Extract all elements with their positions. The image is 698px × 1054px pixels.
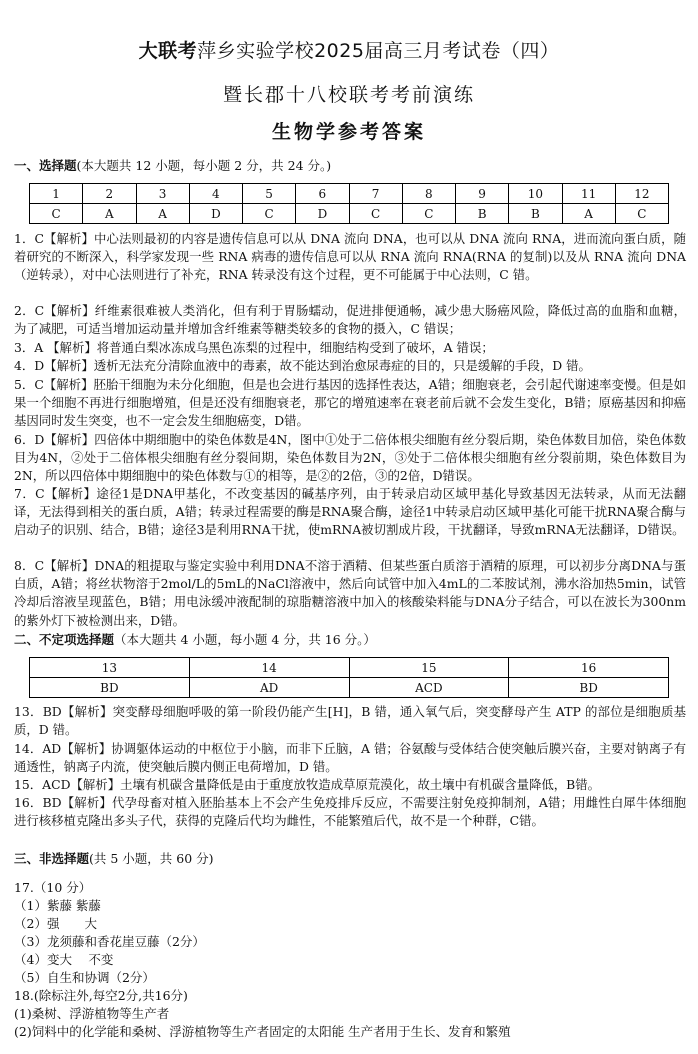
q18-title: 18.(除标注外,每空2分,共16分) (14, 988, 188, 1003)
table-row-numbers (30, 658, 669, 678)
explanation-2: 2．C【解析】纤维素很难被人类消化，但有利于胃肠蠕动，促进排便通畅，减少患大肠癌风险，降低过高的血脂和血糖，为了减肥，可适当增加运动量并增加含纤维素等糖类较多的食物的摄入，C 错误； (14, 303, 686, 337)
table-cell: A (562, 204, 615, 224)
title-brand: 大联考 (138, 40, 198, 62)
table-cell: 2 (83, 184, 136, 204)
table-cell: 5 (243, 184, 296, 204)
table-cell: A (136, 204, 189, 224)
table-cell: B (509, 204, 562, 224)
table-cell: 1 (30, 184, 83, 204)
answer-table-1 (29, 183, 669, 224)
table-cell: 11 (562, 184, 615, 204)
table-cell: 15 (349, 658, 509, 678)
table-cell: 8 (402, 184, 455, 204)
exam-title (0, 36, 698, 63)
table-cell: 4 (189, 184, 242, 204)
answer-table-2 (29, 657, 669, 698)
table-cell: D (189, 204, 242, 224)
section-heading-non-choice: 三、非选择题(共 5 小题，共 60 分) (14, 851, 214, 866)
title-rest: 萍乡实验学校2025届高三月考试卷（四） (197, 40, 560, 62)
table-cell: 7 (349, 184, 402, 204)
q17-answer-4: （4）变大 不变 (14, 952, 114, 967)
table-cell: BD (509, 678, 669, 698)
table-row-answers (30, 204, 669, 224)
table-cell: 10 (509, 184, 562, 204)
q17-title: 17.（10 分） (14, 880, 92, 895)
table-cell: C (243, 204, 296, 224)
table-cell: 16 (509, 658, 669, 678)
table-cell: AD (189, 678, 349, 698)
q17-answer-3: （3）龙须藤和香花崖豆藤（2分） (14, 934, 205, 949)
q18-answer-1: (1)桑树、浮游植物等生产者 (14, 1006, 170, 1021)
explanation-8: 8．C【解析】DNA的粗提取与鉴定实验中利用DNA不溶于酒精、但某些蛋白质溶于酒精的原理，可以初步分离DNA与蛋白质，A错；将丝状物溶于2mol/L的5mL的NaCl溶液中，然后向试管中加入4mL的二苯胺试剂，沸水浴加热5min，试管冷却后溶液呈现蓝色，B错；用电泳缓冲液配制的琼脂糖溶液中加入的核酸染料能与DNA分子结合，可以在波长为300nm的紫外灯下被检测出来，D错。 (14, 558, 686, 628)
table-cell: 12 (615, 184, 668, 204)
table-cell: C (30, 204, 83, 224)
section-heading-multi-choice: 二、不定项选择题（本大题共 4 小题，每小题 4 分，共 16 分。） (14, 632, 376, 647)
q17-answer-1: （1）紫藤 紫藤 (14, 898, 101, 913)
explanation-14: 14．AD【解析】协调躯体运动的中枢位于小脑，而非下丘脑，A 错；谷氨酸与受体结合使突触后膜兴奋，主要对钠离子有通透性，钠离子内流，使突触后膜内侧正电荷增加，D 错。 (14, 741, 686, 775)
explanation-3: 3．A 【解析】将普通白梨冰冻成乌黑色冻梨的过程中，细胞结构受到了破坏，A 错误； (14, 340, 494, 355)
table-row-answers (30, 678, 669, 698)
table-cell: D (296, 204, 349, 224)
table-cell: 13 (30, 658, 190, 678)
table-cell: 6 (296, 184, 349, 204)
section-heading-choice: 一、选择题(本大题共 12 小题，每小题 2 分，共 24 分。) (14, 158, 332, 173)
table-cell: A (83, 204, 136, 224)
page-heading: 生物学参考答案 (271, 121, 426, 143)
exam-subtitle: 暨长郡十八校联考考前演练 (222, 84, 475, 106)
explanation-16: 16．BD【解析】代孕母畜对植入胚胎基本上不会产生免疫排斥反应，不需要注射免疫抑制剂，A错；用雌性白犀牛体细胞进行核移植克隆出多头子代，获得的克隆后代均为雌性，不能繁殖后代，故不是一个种群，C错。 (14, 795, 686, 829)
table-cell: 3 (136, 184, 189, 204)
table-cell: C (615, 204, 668, 224)
table-cell: B (456, 204, 509, 224)
q18-answer-2: (2)饲料中的化学能和桑树、浮游植物等生产者固定的太阳能 生产者用于生长、发育和繁殖 (14, 1024, 511, 1039)
explanation-6: 6．D【解析】四倍体中期细胞中的染色体数是4N，图中①处于二倍体根尖细胞有丝分裂后期，染色体数目加倍，染色体数目为4N，②处于二倍体根尖细胞有丝分裂间期，染色体数目为2N，③处于二倍体根尖细胞有丝分裂前期，染色体数目为2N，所以四倍体中期细胞中的染色体数与①的相等，是②的2倍，③的2倍，D错误。 (14, 432, 686, 484)
table-cell: 14 (189, 658, 349, 678)
explanation-13: 13．BD【解析】突变酵母细胞呼吸的第一阶段仍能产生[H]，B 错，通入氧气后，突变酵母产生 ATP 的部位是细胞质基质，D 错。 (14, 704, 686, 738)
table-cell: C (349, 204, 402, 224)
table-cell: 9 (456, 184, 509, 204)
explanation-5: 5．C【解析】胚胎干细胞为未分化细胞，但是也会进行基因的选择性表达，A错；细胞衰老，会引起代谢速率变慢。但是如果一个细胞不再进行细胞增殖，但是还没有细胞衰老，那它的增殖速率在衰老前后就不会发生变化，B错；原癌基因和抑癌基因同时发生突变，也不一定会发生细胞癌变，D错。 (14, 377, 686, 429)
q17-answer-5: （5）自生和协调（2分） (14, 970, 155, 985)
q17-answer-2: （2）强 大 (14, 916, 97, 931)
explanation-15: 15．ACD【解析】土壤有机碳含量降低是由于重度放牧造成草原荒漠化，故土壤中有机碳含量降低，B错。 (14, 777, 601, 792)
explanation-1: 1．C【解析】中心法则最初的内容是遗传信息可以从 DNA 流向 DNA，也可以从 DNA 流向 RNA，进而流向蛋白质，随着研究的不断深入，科学家发现一些 RNA 病毒的遗传信息可以从 RNA 流向 RNA(RNA 的复制)以及从 RNA 流向 DNA（逆转录），对中心法则进行了补充，RNA 转录没有这个过程，更不可能属于中心法则，C 错。 (14, 231, 686, 283)
table-cell: BD (30, 678, 190, 698)
explanation-7: 7．C【解析】途径1是DNA甲基化，不改变基因的碱基序列，由于转录启动区域甲基化导致基因无法转录，从而无法翻译，无法得到相关的蛋白质，A错；转录过程需要的酶是RNA聚合酶，途径1中转录启动区域甲基化可能干扰RNA聚合酶与启动子的识别、结合，B错；途径3是利用RNA干扰，使mRNA被切割成片段，干扰翻译，导致mRNA无法翻译，D错误。 (14, 486, 686, 538)
table-row-numbers (30, 184, 669, 204)
table-cell: C (402, 204, 455, 224)
table-cell: ACD (349, 678, 509, 698)
explanation-4: 4．D【解析】透析无法充分清除血液中的毒素，故不能达到治愈尿毒症的目的，只是缓解的手段，D 错。 (14, 358, 591, 373)
